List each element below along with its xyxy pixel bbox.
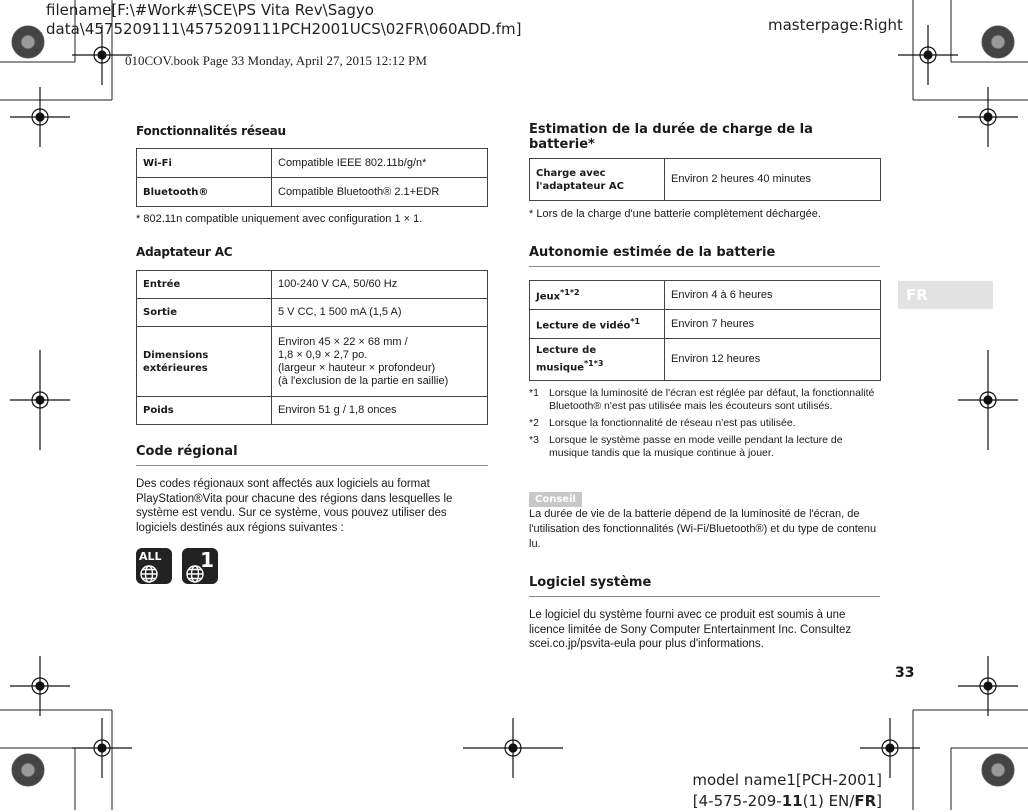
autonomy-title: Autonomie estimée de la batterie (529, 245, 880, 267)
charge-title: Estimation de la durée de charge de la batterie* (529, 122, 880, 159)
footnote (529, 434, 881, 460)
network-note: * 802.11n compatible uniquement avec configuration 1 × 1. (136, 213, 423, 225)
ac-adapter-table (136, 270, 488, 425)
masterpage-label: masterpage:Right (768, 16, 903, 34)
globe-icon (138, 563, 160, 583)
code-prefix: [4-575-209- (692, 792, 782, 810)
spec-key: Poids (137, 397, 272, 425)
table-row (530, 310, 881, 339)
spec-key-line: Charge avec (536, 167, 606, 179)
filename-line-2: data\4575209111\4575209111PCH2001UCS\02FR\060ADD.fm] (46, 20, 522, 38)
code-end: ] (876, 792, 882, 810)
system-software-text: Le logiciel du système fourni avec ce produit est soumis à une licence limitée de Sony Computer Entertainment Inc. Consultez scei.co.jp/psvita-eula pour plus d'informations. (529, 609, 852, 650)
footnote-ref: *1*2 (560, 288, 580, 298)
spec-key (530, 310, 665, 339)
code-bold: 11 (781, 792, 803, 810)
globe-icon (184, 563, 206, 583)
footnote-text: Lorsque la fonctionnalité de réseau n'est pas utilisée. (549, 417, 796, 429)
spec-key-line: l'adaptateur AC (536, 180, 625, 192)
footnote-mark: *1 (529, 387, 539, 399)
spec-value: Environ 12 heures (665, 339, 881, 381)
charge-table (529, 158, 881, 201)
tip-label: Conseil (529, 492, 582, 507)
spec-key (530, 281, 665, 310)
spec-key (530, 159, 665, 201)
footnote-mark: *3 (529, 434, 539, 446)
spec-value (272, 327, 488, 397)
spec-value: Environ 4 à 6 heures (665, 281, 881, 310)
spec-value: 5 V CC, 1 500 mA (1,5 A) (272, 299, 488, 327)
network-title: Fonctionnalités réseau (136, 124, 286, 138)
region-icon-label: ALL (139, 550, 162, 563)
spec-key (137, 327, 272, 397)
code-lang: FR (854, 792, 877, 810)
spec-key: Entrée (137, 271, 272, 299)
spec-value: Compatible Bluetooth® 2.1+EDR (272, 178, 488, 207)
table-row (530, 281, 881, 310)
language-tab: FR (898, 281, 993, 309)
spec-value: Environ 51 g / 1,8 onces (272, 397, 488, 425)
table-row (137, 178, 488, 207)
ac-adapter-title: Adaptateur AC (136, 245, 233, 259)
tip-text: La durée de vie de la batterie dépend de la luminosité de l'écran, de l'utilisation des fonctionnalités (Wi-Fi/Bluetooth®) et du type de contenu lu. (529, 508, 877, 550)
spec-key-text: Lecture de vidéo (536, 320, 631, 332)
filename-line-1: filename[F:\#Work#\SCE\PS Vita Rev\Sagyo (46, 1, 374, 19)
network-table (136, 148, 488, 207)
table-row (137, 327, 488, 397)
page-number: 33 (895, 665, 915, 681)
table-row (530, 339, 881, 381)
spec-key-text: Jeux (536, 291, 561, 303)
table-row (137, 299, 488, 327)
spec-key-line: extérieures (143, 362, 208, 374)
product-code (693, 791, 882, 812)
region-title: Code régional (136, 444, 488, 466)
footnote-ref: *1 (630, 317, 641, 327)
footnote-text: Lorsque la luminosité de l'écran est réglée par défaut, la fonctionnalité Bluetooth® n'est pas utilisée mais les écouteurs sont utilisés. (549, 387, 875, 412)
spec-value: Environ 7 heures (665, 310, 881, 339)
table-row (137, 271, 488, 299)
spec-value: Environ 2 heures 40 minutes (665, 159, 881, 201)
footnote (529, 387, 881, 413)
spec-key: Sortie (137, 299, 272, 327)
spec-value-line: (à l'exclusion de la partie en saillie) (278, 374, 449, 387)
code-mid: (1) EN/ (802, 792, 855, 810)
spec-value-line: Environ 45 × 22 × 68 mm / (278, 335, 408, 348)
table-row (137, 149, 488, 178)
globe-region-1-icon (182, 548, 218, 584)
globe-all-region-icon (136, 548, 172, 584)
spec-key-line: musique (536, 362, 584, 374)
charge-note: * Lors de la charge d'une batterie complètement déchargée. (529, 208, 821, 220)
spec-value: Compatible IEEE 802.11b/g/n* (272, 149, 488, 178)
autonomy-footnotes (529, 387, 881, 464)
autonomy-table (529, 280, 881, 381)
spec-value-line: (largeur × hauteur × profondeur) (278, 361, 436, 374)
tip-badge (529, 489, 582, 507)
spec-key-line: Lecture de (536, 345, 597, 357)
spec-key: Bluetooth® (137, 178, 272, 207)
footnote-ref: *1*3 (583, 359, 604, 369)
spec-value-line: 1,8 × 0,9 × 2,7 po. (278, 348, 368, 361)
footnote (529, 417, 881, 430)
footnote-mark: *2 (529, 417, 539, 429)
system-software-title: Logiciel système (529, 575, 880, 597)
spec-key (530, 339, 665, 381)
spec-key-line: Dimensions (143, 349, 209, 361)
book-info: 010COV.book Page 33 Monday, April 27, 2015 12:12 PM (125, 53, 427, 68)
footnote-text: Lorsque le système passe en mode veille pendant la lecture de musique tandis que la musique continue à jouer. (549, 434, 843, 459)
spec-key: Wi-Fi (137, 149, 272, 178)
table-row (530, 159, 881, 201)
table-row (137, 397, 488, 425)
spec-value: 100-240 V CA, 50/60 Hz (272, 271, 488, 299)
model-line: model name1[PCH-2001] (692, 771, 882, 789)
region-icon-label: 1 (200, 548, 214, 572)
region-text: Des codes régionaux sont affectés aux logiciels au format PlayStation®Vita pour chacune des régions dans lesquelles le système est vendu. Sur ce système, vous pouvez utiliser des logiciels destinés aux régions suivantes : (136, 478, 453, 534)
